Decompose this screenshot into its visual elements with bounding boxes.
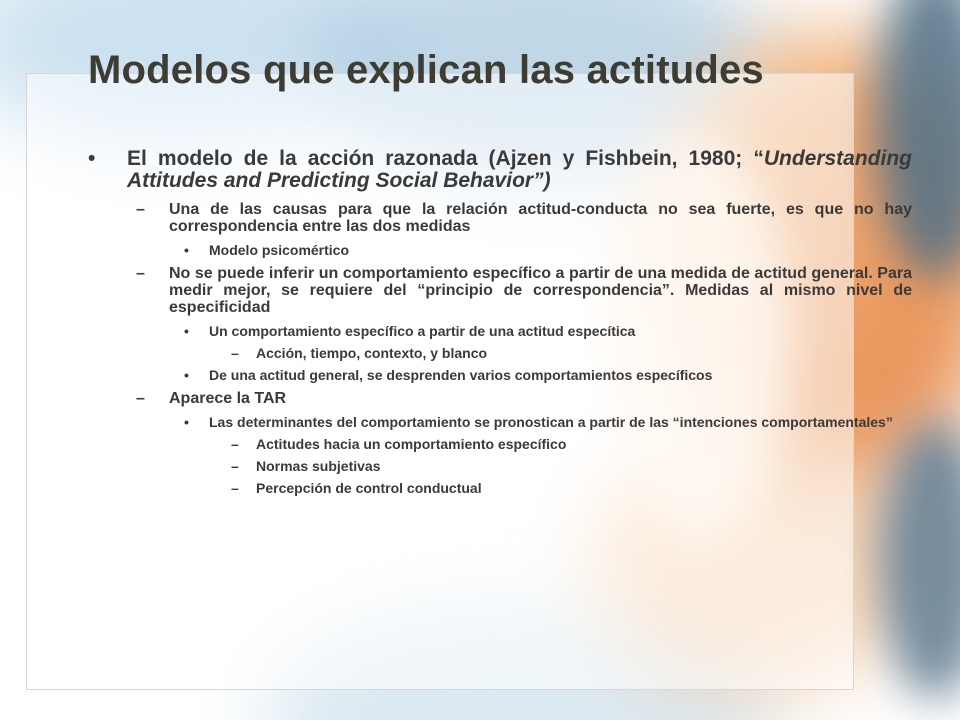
list-item-text: Percepción de control conductual (256, 480, 482, 496)
list-item (88, 459, 912, 474)
list-item (88, 437, 912, 452)
dash-marker: – (231, 436, 239, 452)
bullet-marker: • (184, 242, 189, 258)
bullet-marker: • (184, 367, 189, 383)
list-item (88, 201, 912, 235)
bullet-marker: • (184, 323, 189, 339)
list-item (88, 265, 912, 316)
list-item-text: Normas subjetivas (256, 458, 381, 474)
bullet-marker: • (88, 147, 96, 170)
main-bullet-closing: ”) (533, 169, 551, 192)
list-item-text: No se puede inferir un comportamiento específico a partir de una medida de actitud general. Para medir mejor, se requiere del “principio de correspondencia”. Medidas al mismo nivel de especificidad (169, 265, 912, 316)
list-item-text: Acción, tiempo, contexto, y blanco (256, 345, 488, 361)
list-item (88, 481, 912, 496)
book-title: Understanding Attitudes and Predicting Social Behavior (127, 147, 912, 192)
list-item-text: Un comportamiento específico a partir de una actitud especítica (209, 323, 636, 339)
list-item-text: Una de las causas para que la relación actitud-conducta no sea fuerte, es que no hay correspondencia entre las dos medidas (169, 201, 912, 235)
list-item-text: Aparece la TAR (169, 390, 287, 407)
dash-marker: – (231, 480, 239, 496)
list-item-text: Las determinantes del comportamiento se pronostican a partir de las “intenciones comportamentales” (209, 414, 893, 430)
list-item (88, 243, 912, 258)
list-item-text: Modelo psicomértico (209, 242, 350, 258)
list-item (88, 346, 912, 361)
list-item (88, 324, 912, 339)
dash-marker: – (136, 390, 145, 407)
slide-content (88, 148, 912, 503)
list-item (88, 368, 912, 383)
main-bullet-text: El modelo de la acción razonada (Ajzen y Fishbein, 1980; “ (127, 147, 764, 170)
list-item-text: De una actitud general, se desprenden varios comportamientos específicos (209, 367, 713, 383)
list-item (88, 415, 912, 430)
dash-marker: – (231, 458, 239, 474)
list-item-text: Actitudes hacia un comportamiento específico (256, 436, 567, 452)
dash-marker: – (136, 265, 145, 282)
bullet-marker: • (184, 414, 189, 430)
dash-marker: – (136, 201, 145, 218)
list-item (88, 390, 912, 407)
main-bullet (88, 148, 912, 192)
dash-marker: – (231, 345, 239, 361)
slide-title: Modelos que explican las actitudes (88, 48, 764, 92)
